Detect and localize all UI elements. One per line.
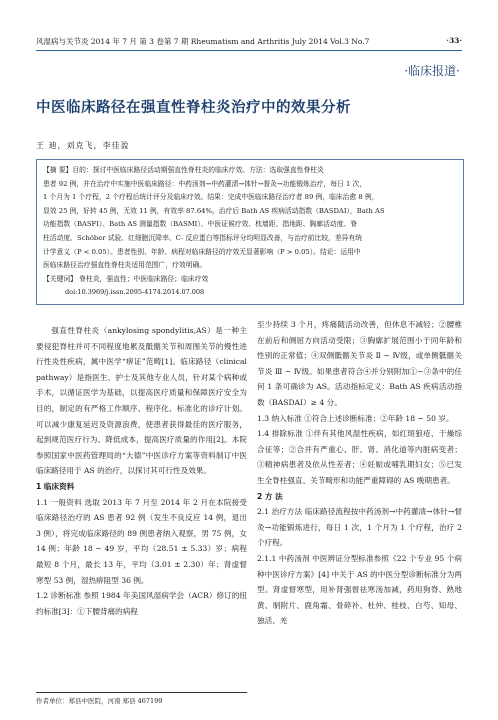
column-label: ·临床报道· — [404, 64, 460, 78]
paragraph: 1.4 排除标准 ①伴有其他风湿性疾病，如红斑狼疮、干燥综合征等；②合并有严重心、肝、肾、消化道等内脏病变者；③精神病患者及依从性差者；④妊娠或哺乳期妇女；⑤已发生全脊柱强直、关节畸形和功能严重障碍的 AS 晚期患者。 — [257, 429, 462, 485]
body-left-column — [36, 323, 247, 619]
abstract-line: 功能指数（BASFI）、Bath AS 测量指数（BASMI）、中医证候疗效、枕墙距、指地距、胸廓活动度、脊 — [43, 220, 358, 229]
paragraph: 至少持续 3 个月，疼痛随活动改善，但休息不减轻；②腰椎在前后和侧屈方向活动受限；③胸廓扩展范围小于同年龄和性别的正常值；④双侧骶髂关节炎 Ⅱ ~ Ⅳ级，或单侧骶髂关节炎 Ⅲ ~ Ⅳ级。如果患者符合④并分别附加①~③条中的任何 1 条可确诊为 AS。活动指标定义：Bath AS 疾病活动指数（BASDAI）≥ 4 分。 — [257, 320, 462, 407]
section-heading: 2 方 法 — [257, 491, 283, 501]
abstract-line: 患者 92 例，并在治疗中实施中医临床路径：中药汤剂→中药灌渍→体针→督灸→功能锻炼治疗，每日 1 次， — [43, 179, 367, 188]
paragraph: 2.1.1 中药汤剂 中医辨证分型标准参照《22 个专业 95 个病种中医诊疗方案》[4] 中关于 AS 的中医分型诊断标准分为两型。肾虚督寒型，用补肾强督祛寒汤加减，药用狗脊、熟地黄、制附片、鹿角霜、骨碎补、杜仲、桂枝、白芍、知母、独活、羌 — [257, 553, 462, 626]
abstract-line: 【摘 要】目的：探讨中医临床路径活动期强直性脊柱炎的临床疗效。方法：选取强直性脊柱炎 — [43, 166, 324, 174]
paragraph: 强直性脊柱炎（ankylosing spondylitis,AS）是一种主要侵犯脊柱并可不同程度地累及骶髂关节和周围关节的慢性进行性炎性疾病，属中医学“痹证”范畴[1]。临床路径（clinical pathway）是指医生、护士及其他专业人员，针对某个病种或手术，以循证医学为基础，以提高医疗质量和保障医疗安全为目的，制定的有严格工作顺序、程序化、标准化的诊疗计划。可以减少康复延迟及资源浪费，使患者获得最佳的医疗服务，起到规范医疗行为、降低成本，提高医疗质量的作用[2]。本院参照国家中医药管理局的“大德”中医诊疗方案等资料制订中医临床路径用于 AS 的治疗，以探讨其可行性及效果。 — [36, 326, 247, 476]
abstract-line: 医临床路径治疗强直性脊柱炎适用范围广，疗效明确。 — [43, 261, 207, 270]
body-right-column — [257, 317, 462, 629]
authors: 王 迪，刘克飞，李佳盈 — [36, 141, 130, 150]
paragraph: 1.1 一般资料 选取 2013 年 7 月至 2014 年 2 月在本院接受临床路径治疗的 AS 患者 92 例（发生不良反应 14 例，退出 3 例），将完成临床路径的 89 例患者纳入观察，男 75 例，女 14 例；年龄 18 ~ 49 岁，平均（28.51 ± 5.33）岁；病程最短 8 个月，最长 13 年，平均（3.01 ± 2.30）年；肾虚督寒型 53 例，湿热痹阻型 36 例。 — [36, 497, 247, 585]
running-header — [36, 36, 462, 48]
paragraph: 2.1 治疗方法 临床路径流程按中药汤剂→中药灌渍→体针→督灸→功能锻炼进行，每日 1 次，1 个月为 1 个疗程，治疗 2 个疗程。 — [257, 507, 462, 548]
section-heading: 1 临床资料 — [36, 481, 75, 491]
page-number: ·33· — [446, 36, 462, 45]
abstract-line: 计学意义（P < 0.05）。患者性别、年龄、病程对临床路径的疗效无显著影响（P > 0.05）。结论：运用中 — [43, 247, 361, 256]
author-affiliation: 作者单位：郑县中医院，河南 郑县 467199 — [36, 692, 247, 705]
abstract-box — [36, 159, 464, 305]
abstract-line: 1 个月为 1 个疗程，2 个疗程后统计评分及临床疗效。结果：完成中医临床路径治疗者 89 例，临床治愈 8 例， — [43, 193, 379, 202]
doi: doi:10.3969/j.issn.2095-4174.2014.07.008 — [65, 287, 205, 296]
header-rule — [36, 50, 462, 51]
journal-info: 风湿病与关节炎 2014 年 7 月 第 3 卷第 7 期 Rheumatism and Arthritis July 2014 Vol.3 No.7 — [36, 37, 370, 46]
abstract-line: 柱活动度、Schöber 试验、红细胞沉降率、C- 反应蛋白等指标评分均明显改善，与治疗前比较，差异有统 — [43, 233, 363, 242]
paragraph: 1.2 诊断标准 参照 1984 年美国风湿病学会（ACR）修订的纽约标准[3]：①下腰背痛的病程 — [36, 591, 247, 616]
abstract-line: 显效 25 例，好转 45 例，无效 11 例，有效率 87.64%。治疗后 Bath AS 疾病活动指数（BASDAI），Bath AS — [43, 206, 385, 215]
paragraph: 1.3 纳入标准 ①符合上述诊断标准；②年龄 18 ~ 50 岁。 — [257, 413, 454, 423]
article-title: 中医临床路径在强直性脊柱炎治疗中的效果分析 — [36, 100, 351, 116]
keywords: 【关键词】 脊柱炎，强直性；中医临床路径；临床疗效 — [43, 274, 209, 283]
